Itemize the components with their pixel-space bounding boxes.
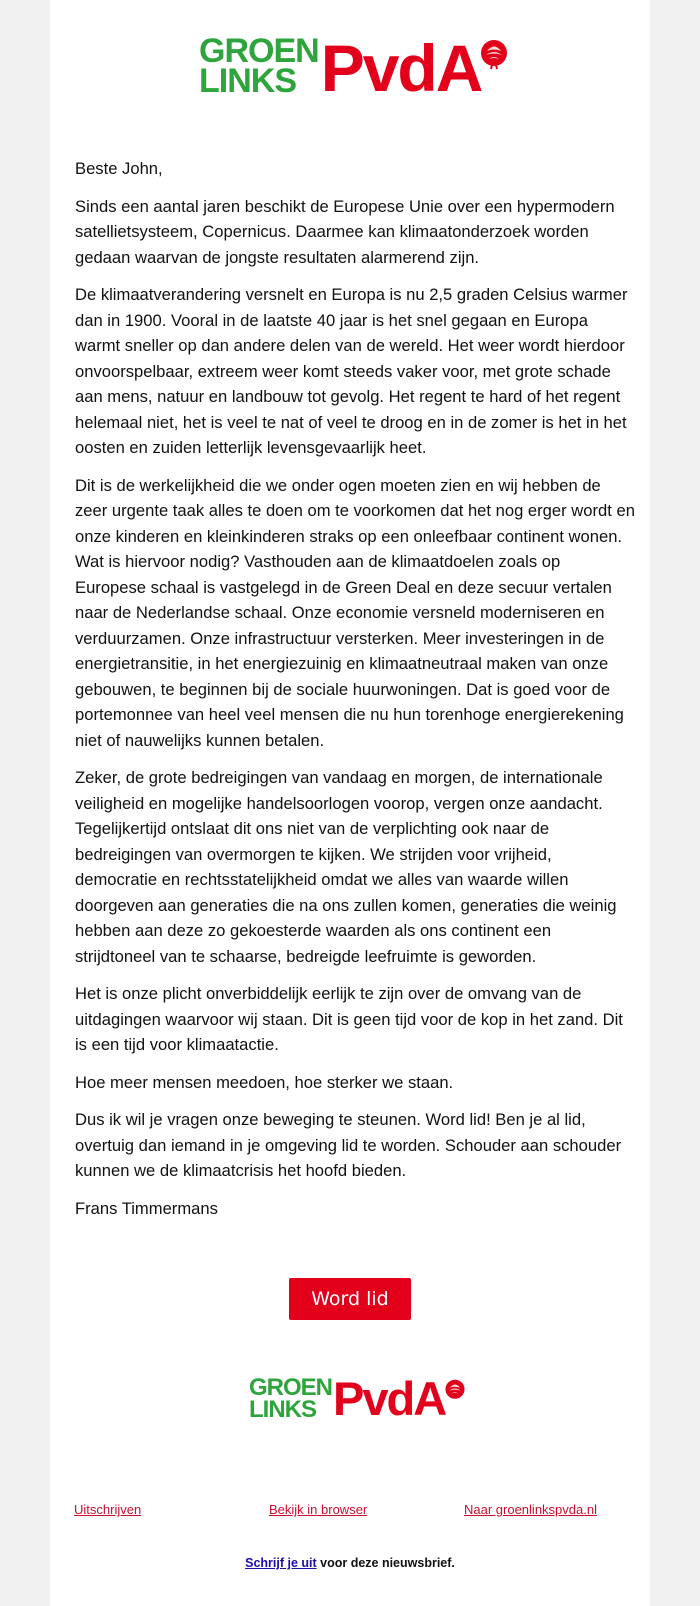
paragraph: Sinds een aantal jaren beschikt de Europese Unie over een hypermodern satellietsysteem, Copernicus. Daarmee kan klimaatonderzoek worden gedaan waarvan de jongste resultaten alarmerend zijn. — [75, 196, 615, 267]
schrijf-je-uit-link[interactable]: Schrijf je uit — [245, 1556, 317, 1570]
paragraph: Dit is de werkelijkheid die we onder ogen moeten zien en wij hebben de zeer urgente taak alles te doen om te voorkomen dat het nog erger wordt en onze kinderen en kleinkinderen straks op een onleefbaar continent wonen. Wat is hiervoor nodig? Vasthouden aan de klimaatdoelen zoals op Europese schaal is vastgelegd in de Green Deal en deze secuur vertalen naar de Nederlandse schaal. Onze economie versneld moderniseren en verduurzamen. Onze infrastructuur versterken. Meer investeringen in de energietransitie, in het energiezuinig en klimaatneutraal maken van onze gebouwen, te beginnen bij de sociale huurwoningen. Dat is goed voor de portemonnee van heel veel mensen die nu hun torenhoge energierekening niet of nauwelijks kunnen betalen. — [75, 475, 635, 750]
unsubscribe-notice-text: voor deze nieuwsbrief. — [316, 1556, 455, 1570]
unsubscribe-notice — [50, 1556, 650, 1570]
logo-pvda-text: PvdA — [333, 1372, 446, 1425]
logo-groen-text: GROEN — [249, 1374, 333, 1401]
email-card — [50, 0, 650, 1606]
email-body — [75, 156, 635, 1233]
signature: Frans Timmermans — [75, 1198, 218, 1218]
logo-pvda-text: PvdA — [320, 31, 482, 105]
word-lid-button[interactable]: Word lid — [289, 1278, 411, 1320]
paragraph: Het is onze plicht onverbiddelijk eerlijk te zijn over de omvang van de uitdagingen waarvoor wij staan. Dit is geen tijd voor de kop in het zand. Dit is een tijd voor klimaatactie. — [75, 984, 623, 1054]
paragraph: Zeker, de grote bedreigingen van vandaag en morgen, de internationale veiligheid en mogelijke handelsoorlogen voorop, vergen onze aandacht. Tegelijkertijd ontslaat dit ons niet van de verplichting ook naar de bedreigingen van overmorgen te kijken. We strijden voor vrijheid, democratie en rechtsstatelijkheid omdat we alles van waarde willen doorgeven aan generaties die na ons zullen komen, generaties die weinig hebben aan deze zo gekoesterde waarden als ons continent een strijdtoneel van te schaarse, bedreigde leefruimte is geworden. — [75, 768, 617, 966]
rose-icon — [444, 1378, 466, 1407]
unsubscribe-link[interactable]: Uitschrijven — [74, 1502, 142, 1517]
groenlinks-pvda-footer-logo — [249, 1372, 466, 1425]
logo-links-text: LINKS — [199, 62, 296, 100]
view-in-browser-link[interactable]: Bekijk in browser — [269, 1502, 368, 1517]
paragraph: De klimaatverandering versnelt en Europa is nu 2,5 graden Celsius warmer dan in 1900. Vooral in de laatste 40 jaar is het snel gegaan en Europa warmt sneller op dan andere delen van de wereld. Het weer wordt hierdoor onvoorspelbaar, extreem weer komt steeds vaker voor, met grote schade aan mens, natuur en landbouw tot gevolg. Het regent te hard of het regent helemaal niet, het is veel te nat of veel te droog en in de zomer is het in het oosten en zuiden letterlijk levensgevaarlijk heet. — [75, 285, 628, 457]
rose-icon — [479, 38, 509, 75]
logo-groen-text: GROEN — [199, 32, 319, 70]
groenlinks-pvda-logo — [199, 31, 509, 105]
paragraph: Hoe meer mensen meedoen, hoe sterker we staan. — [75, 1072, 454, 1092]
logo-groenlinks — [249, 1374, 333, 1423]
paragraph: Dus ik wil je vragen onze beweging te steunen. Word lid! Ben je al lid, overtuig dan iemand in je omgeving lid te worden. Schouder aan schouder kunnen we de klimaatcrisis het hoofd bieden. — [75, 1110, 622, 1180]
logo-links-text: LINKS — [249, 1396, 316, 1423]
greeting: Beste John, — [75, 159, 163, 178]
logo-groenlinks — [199, 32, 319, 100]
website-link[interactable]: Naar groenlinkspvda.nl — [464, 1502, 597, 1517]
